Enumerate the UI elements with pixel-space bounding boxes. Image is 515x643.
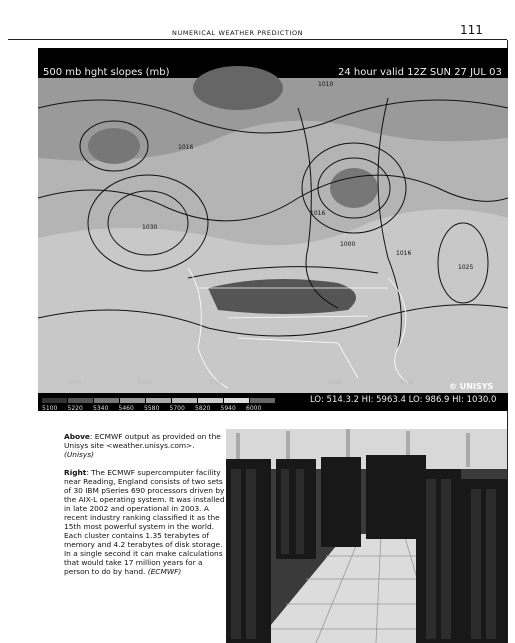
contour-label: 1010 [318,81,334,88]
scale-value: 5820 [195,405,211,411]
scale-value: 5340 [93,405,109,411]
lon-label: 60W [400,379,414,386]
weather-map [38,48,508,411]
supercomputer-photo-graphic [226,429,507,643]
caption-right-credit: (ECMWF) [147,567,182,576]
figure-caption [64,432,226,585]
supercomputer-photo [226,429,507,643]
map-stats: LO: 514.3.2 HI: 5963.4 LO: 986.9 HI: 1030.0 [310,395,497,405]
contour-label: 1016 [396,250,412,257]
caption-above-credit: (Unisys) [64,450,94,459]
page-number: 111 [460,23,483,37]
caption-right [64,468,226,576]
header-rule [8,39,507,40]
caption-right-text: : The ECMWF supercomputer facility near Reading, England consists of two sets of 30 IBM pSeries 690 processors driven by the AIX-L operating system. It was installed in late 2002 and operational in 2003. A recent industry ranking classified it as the 15th most powerful system in the world. Each cluster contains 1.35 terabytes of memory and 4.2 terabytes of disk storage. In a single second it can make calculations that would take 17 million years for a person to do by hand. [64,468,225,576]
map-title: 500 mb hght slopes (mb) [43,67,170,78]
contour-label: 1025 [458,264,474,271]
scale-value: 6000 [246,405,262,411]
scale-value: 5940 [220,405,236,411]
running-head: NUMERICAL WEATHER PREDICTION [172,29,304,37]
contour-label: 1016 [310,210,326,217]
contour-labels [38,48,508,411]
scale-value: 5700 [169,405,185,411]
contour-label: 1000 [340,241,356,248]
scale-value: 5220 [67,405,83,411]
map-valid-time: 24 hour valid 12Z SUN 27 JUL 03 [338,67,502,78]
lon-label: 60W [138,379,152,386]
lon-label: 90W [328,379,342,386]
caption-right-label: Right [64,468,87,477]
lon-label: 90W [208,379,222,386]
lon-label: 60W [68,379,82,386]
contour-label: 1030 [142,224,158,231]
scale-value: 5100 [42,405,58,411]
unisys-logo: © UNISYS [449,382,494,391]
page-header [0,0,515,40]
caption-above-text: : ECMWF output as provided on the Unisys site <weather.unisys.com>. [64,432,221,450]
caption-above [64,432,226,459]
scale-value: 5580 [144,405,160,411]
contour-label: 1016 [178,144,194,151]
caption-above-label: Above [64,432,90,441]
scale-value: 5460 [118,405,134,411]
